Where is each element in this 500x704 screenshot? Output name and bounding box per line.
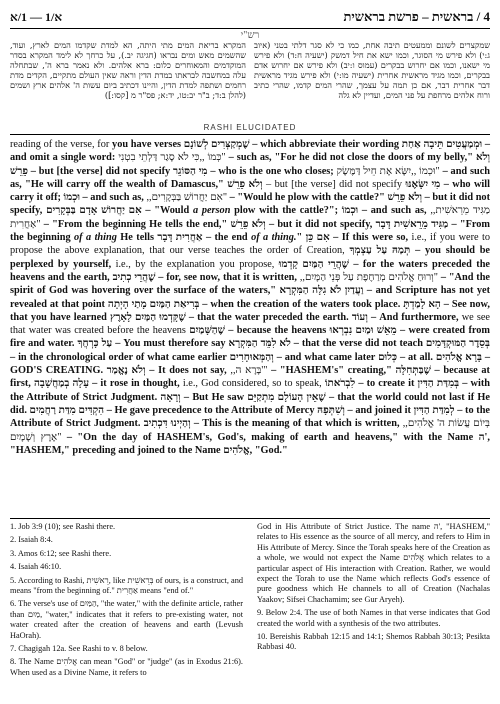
- text-segment: – you should be perplexed by yourself,: [10, 245, 490, 270]
- text-segment: – "From the beginning: [10, 218, 490, 244]
- text-segment: – but it did not specify,: [265, 218, 376, 230]
- rashi-elucidated-label: RASHI ELUCIDATED: [10, 122, 490, 135]
- text-segment: – and Scripture has not yet revealed at that point: [10, 285, 490, 310]
- text-segment: – the end: [202, 232, 252, 244]
- footnote: 4. Isaiah 46:10.: [10, 562, 62, 572]
- text-segment: אִם יַחֲרוֹשׁ אָדָם בַּבְּקָרִים: [46, 205, 142, 217]
- text-segment: reading of the verse, for: [10, 139, 113, 150]
- text-segment: – were created from fire and water.: [10, 325, 490, 350]
- text-segment: וְלֹא פֵרֵשׁ: [227, 218, 266, 230]
- text-segment: בְּסֵדֶר הַמּוּקְדָּמִים: [425, 338, 490, 350]
- text-segment: מַגִּיד מֵרֵאשִׁית דָּבָר: [375, 218, 449, 230]
- text-segment: i.e., if you were to propose the above explanation, that our verse teaches the order of Creation,: [10, 232, 490, 257]
- text-segment: אַחֲרִית דָּבָר: [157, 232, 203, 244]
- text-segment: ": [296, 232, 306, 244]
- text-segment: וּכְמוֹ: [63, 192, 80, 204]
- text-segment: הָא לָמַדְתָּ: [403, 298, 441, 310]
- text-segment: – and joined it: [344, 404, 414, 416]
- text-segment: – It does not say,: [145, 365, 231, 377]
- page-ref-left: א/1 — 1/א: [10, 9, 63, 24]
- text-segment: שֶׁהֲרֵי הַמַּיִם קָדְמוּ: [278, 258, 349, 270]
- text-segment: – "Would he plow with the cattle?": [227, 192, 385, 204]
- text-segment: – because at first,: [10, 365, 490, 390]
- text-segment: וְהַיְינוּ דִּכְתִיב: [143, 418, 191, 430]
- footnote: God in His Attribute of Strict Justice. The name ה', "HASHEM," relates to His essence as the source of all mercy, and refers to Him in His Attribute of Mercy. Since the Torah speaks here of the Creation as a whole, we would not expect the Name אֱלֹהִים which relates to a particular aspect of His interaction with Creation. Rather, we would expect the Torah to use the Name which reflects God's essence of pure goodness which He channels to all of Creation (Nachalas Yaakov; Sifsei Chachamim; see Gur Aryeh).: [257, 522, 490, 604]
- text-segment: וּכְמוֹ ,,יִשָּׂא אֶת חֵיל דַּמֶּשֶׂק": [336, 165, 440, 177]
- footnote: 3. Amos 6:12; see Rashi there.: [10, 548, 112, 558]
- footnote: 10. Bereishis Rabbah 12:15 and 14:1; Shemos Rabbah 30:13; Pesikta Rabbasi 40.: [257, 632, 490, 652]
- text-segment: בְּמִדַּת הַדִּין: [417, 378, 460, 390]
- text-segment: – GOD'S CREATING.: [10, 351, 491, 377]
- text-segment: we see that water was created before the heavens: [10, 311, 490, 337]
- text-segment: – in the chronological order of what came earlier: [10, 351, 230, 363]
- text-segment: – "On the day of HASHEM's, God's, making of earth and heavens," with the Name ה', "HASHEM," preceding and joined to the Name אֱלֹהִים, "God.": [10, 431, 490, 456]
- text-segment: שֶׁמְקַצְּרִים לְשׁוֹנָם: [181, 139, 250, 150]
- text-segment: וְלֹא פֵרֵשׁ: [10, 152, 491, 177]
- footnote: 2. Isaiah 8:4.: [10, 535, 53, 545]
- text-segment: – and omit a single word:: [10, 139, 491, 164]
- text-segment: of a thing: [74, 232, 117, 244]
- text-segment: ,,בְּיוֹם עֲשׂוֹת ה' אֱלֹהִים אֶרֶץ וְשָׁמָיִם": [10, 418, 490, 443]
- text-segment: you have verses: [112, 139, 182, 150]
- text-segment: – to the Attribute of Strict Judgment.: [10, 404, 490, 430]
- rashi-hebrew-block: [10, 40, 490, 120]
- text-segment: – that the water preceded the earth.: [185, 311, 352, 323]
- text-segment: לְמִדַּת הַדִּין: [413, 404, 455, 416]
- text-segment: – "From the beginning He tells the end,": [40, 218, 228, 230]
- text-segment: – such as, "For he did not close the doors of my belly,": [225, 152, 473, 164]
- text-segment: שֶׁאֵין הָעוֹלָם מִתְקַיֵּם: [247, 391, 326, 403]
- footnotes: [10, 522, 490, 681]
- text-segment: וַעֲדַיִן לֹא גִלָּה הַמִּקְרָא: [276, 285, 364, 297]
- text-segment: כְּלוּם: [378, 351, 398, 363]
- page-title: 4 / בראשית – פרשת בראשית: [343, 9, 490, 24]
- text-segment: – for the waters preceded the heavens and the earth,: [10, 258, 490, 283]
- text-segment: – that the verse did not teach: [290, 338, 426, 350]
- footnote: 1. Job 3:9 (10); see Rashi there.: [10, 522, 116, 531]
- text-segment: לִבְרֹאתוֹ: [324, 378, 356, 390]
- text-segment: ,,וְרוּחַ אֱלֹהִים מְרַחֶפֶת עַל פְּנֵי הַמָּיִם": [299, 271, 439, 283]
- text-segment: וְשִׁתְּפָהּ: [317, 404, 345, 416]
- text-segment: – for, see now, that it is written,: [155, 271, 300, 283]
- rashi-hebrew-col-left: המקרא בריאת המים מתי היתה, הא למדת שקדמו המים לארץ, ועוד, שהשמים מאש ומים נבראו (חגיגה יב.), על כרחך לא לימד המקרא בסדר המוקדמים והמאוחרים כלום: ברא אלהים. ולא נאמר ברא ה', שבתחלה עלה במחשבה לבראתו במדת הדין וראה שאין העולם מתקיים, הקדים מדת רחמים ושתפה למדת הדין, והיינו דכתיב ביום עשות ה' אלהים ארץ ושמים (להלן ב:ד; ב"ר יב:טו, יד:א; פס"ר מ [קסו:]): [10, 40, 246, 100]
- text-segment: אִם כֵּן: [305, 232, 330, 244]
- text-segment: ,,מַגִּיד מֵרֵאשִׁית אַחֲרִית": [10, 205, 490, 230]
- text-segment: of a thing.: [251, 232, 297, 244]
- text-segment: וּמְמַעֲטִים תֵּיבָה אַחַת: [401, 139, 483, 150]
- text-segment: מִי הַסּוֹגֵר: [173, 165, 208, 177]
- text-segment: – and such as,: [79, 192, 147, 204]
- text-segment: i.e., God considered, so to speak,: [182, 378, 325, 390]
- text-segment: i.e., by the explanation you propose,: [115, 258, 279, 270]
- footnote: 9. Below 2:4. The use of both Names in that verse indicates that God created the world with a synthesis of the two attributes.: [257, 608, 490, 628]
- rashi-hebrew-col-right: שמקצרים לשונם וממעטים תיבה אחת, כמו כי לא סגר דלתי בטני (איוב ג:י) ולא פירש מי הסוגר, וכמו ישא את חיל דמשק (ישעיה ח:ד) ולא פירש מי ישאנו, וכמו אם יחרוש בבקרים (עמוס ו:יב) ולא פירש אם יחרוש אדם בבקרים, וכמו מגיד מראשית אחרית (ישעיה מו:י) ולא פירש מגיד מראשית דבר אחרית דבר, אם כן תמה על עצמך, שהרי המים קדמו, שהרי כתיב ורוח אלהים מרחפת על פני המים, ועדיין לא גלה: [254, 40, 490, 100]
- text-segment: – You must therefore say: [112, 338, 229, 350]
- text-segment: כְּמוֹ ,,כִּי לֹא סָגַר דַּלְתֵי בִטְנִי": [118, 152, 226, 164]
- rashi-label: רש"י: [240, 30, 260, 41]
- text-segment: – to create it: [355, 378, 418, 390]
- text-segment: – at all.: [397, 351, 436, 363]
- text-segment: שֶׁהֲרֵי כְתִיב: [112, 271, 156, 283]
- text-segment: וְרָאָה: [160, 391, 181, 403]
- text-segment: – See now, that you have learned: [10, 298, 490, 323]
- text-segment: – when the creation of the waters took place.: [199, 298, 404, 310]
- text-segment: plow with the cattle?";: [230, 205, 342, 217]
- footnote: 6. The verse's use of הַמַּיִם, "the water," with the definite article, rather than מַיִם, "water," indicates that it refers to pre-existing water, not water created after the creation of heavens and earth (Levush HaOrah).: [10, 599, 244, 640]
- text-segment: – and what came later: [273, 351, 379, 363]
- footnotes-left-column: [10, 522, 243, 681]
- text-segment: – that the world could not last if He did.: [10, 391, 491, 416]
- text-segment: – which abbreviate their wording: [249, 139, 402, 150]
- text-segment: וְהַמְּאוּחָרִים: [229, 351, 274, 363]
- text-segment: עַל כָּרְחֲךָ: [77, 338, 113, 350]
- text-segment: בָּרָא אֱלֹהִים: [435, 351, 482, 363]
- text-segment: a person: [192, 205, 231, 217]
- footnotes-right-column: [257, 522, 490, 681]
- text-segment: ,,אִם יַחֲרוֹשׁ בַּבְּקָרִים": [146, 192, 228, 204]
- text-segment: – But He saw: [180, 391, 248, 403]
- text-segment: שֶׁהַשָּׁמַיִם: [189, 325, 225, 337]
- text-segment: – who will carry it off;: [10, 178, 491, 204]
- text-segment: – but it did not specify,: [10, 192, 490, 217]
- text-segment: מֵאֵשׁ וּמַיִם נִבְרְאוּ: [329, 325, 397, 337]
- page-header: [10, 6, 490, 29]
- text-segment: – but [the verse] did not specify: [27, 165, 173, 177]
- notes-divider: [10, 518, 490, 519]
- text-segment: – because the heavens: [224, 325, 330, 337]
- text-segment: לֹא לִמֵּד הַמִּקְרָא: [228, 338, 291, 350]
- text-segment: – "HASHEM's" creating,": [267, 365, 396, 377]
- text-segment: שֶׁקָּדְמוּ הַמַּיִם לָאָרֶץ: [110, 311, 186, 323]
- text-segment: וְלֹא נֶאֱמַר: [106, 365, 146, 377]
- text-segment: ,,בָּרָא ה'": [230, 365, 268, 377]
- text-segment: – If this were so,: [329, 232, 412, 244]
- text-segment: שֶׁבַּתְּחִלָּה: [395, 365, 431, 377]
- text-segment: הִקְדִּים מִדַּת רַחֲמִים: [29, 404, 105, 416]
- text-segment: – and such as,: [358, 205, 431, 217]
- text-segment: וּכְמוֹ: [341, 205, 359, 217]
- text-segment: תְּמַהּ עַל עַצְמְךָ: [349, 245, 411, 257]
- text-segment: – "Would: [141, 205, 193, 217]
- text-segment: עָלָה בְמַחֲשָׁבָה: [34, 378, 90, 390]
- text-segment: וְלֹא פֵרֵשׁ: [223, 178, 263, 190]
- text-segment: – but [the verse] did not specify: [262, 178, 406, 190]
- text-segment: – with the Attribute of Strict Judgment.: [10, 378, 490, 403]
- text-segment: בְּרִיאַת הַמַּיִם מָתַי הָיְתָה: [107, 298, 200, 310]
- footnote: 8. The Name אֱלֹהִים can mean "God" or "judge" (as in Exodus 21:6). When used as a Divine Name, it refers to: [10, 657, 244, 677]
- text-segment: – He gave precedence to the Attribute of Mercy: [104, 404, 318, 416]
- text-segment: – who is the one who closes;: [207, 165, 337, 177]
- text-segment: מִי יִשָּׂאֶנּוּ: [405, 178, 441, 190]
- footnote: 7. Chagigah 12a. See Rashi to v. 8 below.: [10, 644, 148, 654]
- text-segment: וְעוֹד: [351, 311, 368, 323]
- elucidation-text: [10, 138, 490, 457]
- text-segment: – "And the spirit of God was hovering over the surface of the waters,": [10, 271, 491, 297]
- text-segment: – This is the meaning of that which is written,: [190, 418, 403, 430]
- text-segment: – it rose in thought,: [89, 378, 183, 390]
- footnote: 5. According to Rashi, רֵאשִׁית, like בְּרֵאשִׁית of ours, is a construct, and means "from the beginning of." אַחֲרִית means "end of.": [10, 575, 243, 596]
- text-segment: He tells: [116, 232, 158, 244]
- text-segment: – and such as, "He will carry off the wealth of Damascus,": [10, 165, 490, 190]
- text-segment: וְלֹא פֵרֵשׁ: [384, 192, 423, 204]
- text-segment: – And furthermore,: [367, 311, 462, 323]
